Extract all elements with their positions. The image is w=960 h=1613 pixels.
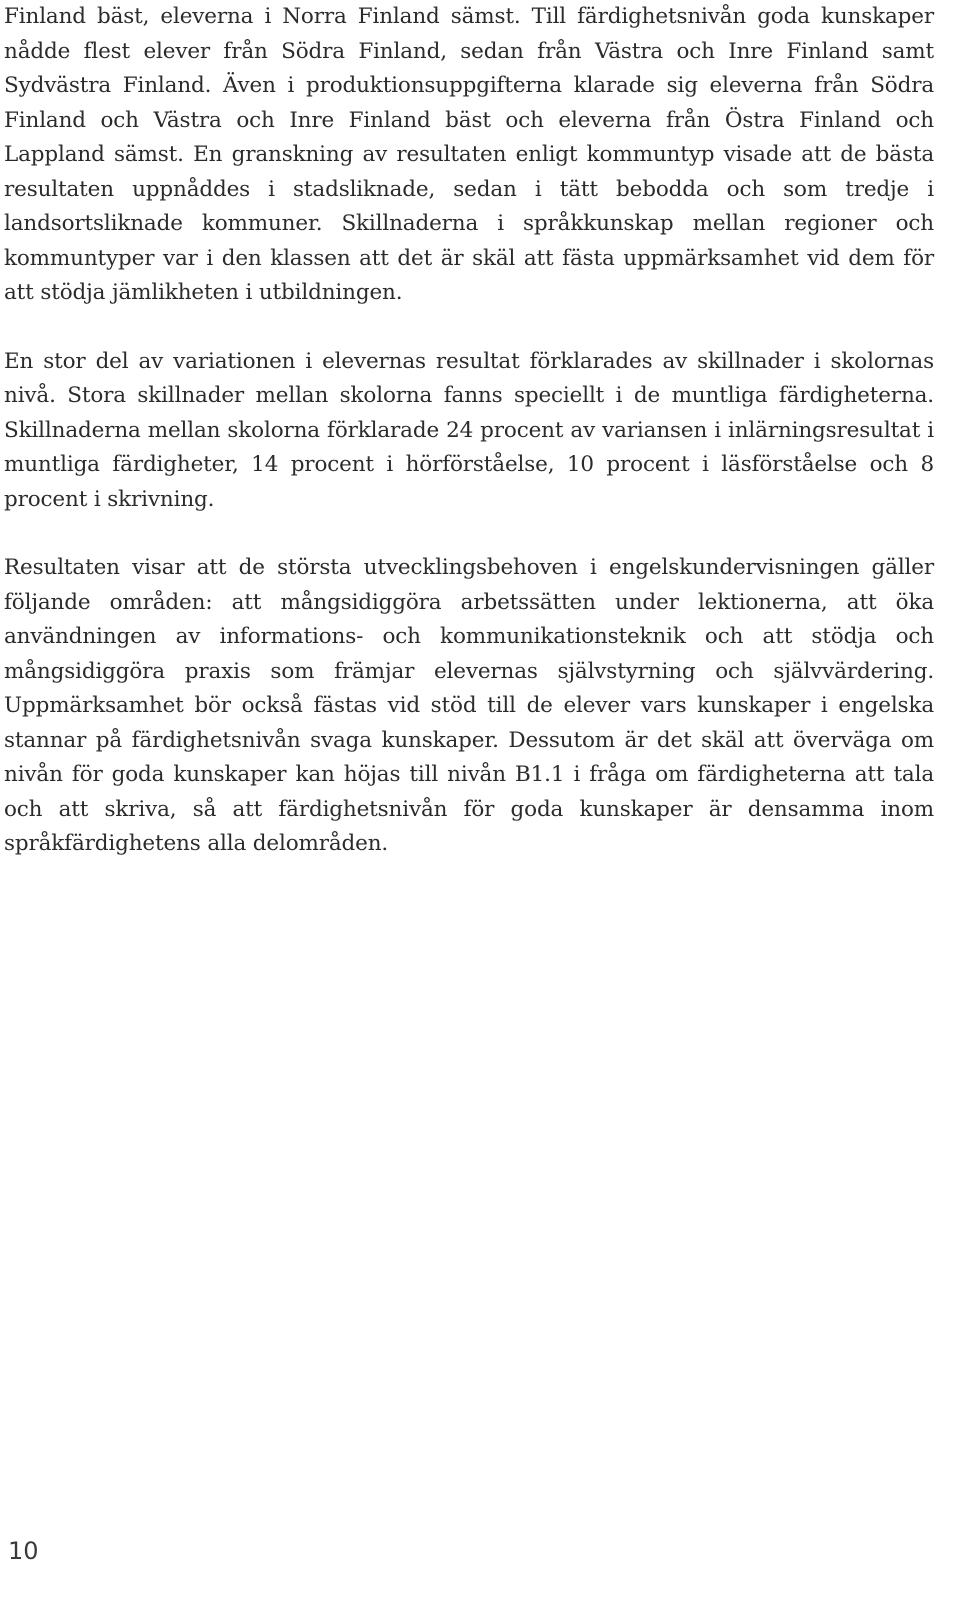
- paragraph-school-variation: En stor del av variationen i elevernas resultat förklarades av skillnader i skolornas nivå. Stora skillnader mellan skolorna fanns speciellt i de muntliga färdigheterna. Skillnaderna mellan skolorna förklarade 24 procent av variansen i inlärningsresultat i muntliga färdigheter, 14 procent i hörförståelse, 10 procent i läsförståelse och 8 procent i skrivning.: [4, 348, 934, 512]
- page-number: 10: [8, 1537, 39, 1565]
- paragraph-regional-results: Finland bäst, eleverna i Norra Finland sämst. Till färdighetsnivån goda kunskaper nådde flest elever från Södra Finland, sedan från Västra och Inre Finland samt Sydvästra Finland. Även i produktionsuppgifterna klarade sig eleverna från Södra Finland och Västra och Inre Finland bäst och eleverna från Östra Finland och Lappland sämst. En granskning av resultaten enligt kommuntyp visade att de bästa resultaten uppnåddes i stadsliknade, sedan i tätt bebodda och som tredje i landsortsliknade kommuner. Skillnaderna i språkkunskap mellan regioner och kommuntyper var i den klassen att det är skäl att fästa uppmärksamhet vid dem för att stödja jämlikheten i utbildningen.: [4, 4, 934, 305]
- body-text: [4, 0, 934, 862]
- paragraph-development-needs: Resultaten visar att de största utvecklingsbehoven i engelskundervisningen gäller följande områden: att mångsidiggöra arbetssätten under lektionerna, att öka användningen av informations- och kommunikationsteknik och att stödja och mångsidiggöra praxis som främjar elevernas självstyrning och självvärdering. Uppmärksamhet bör också fästas vid stöd till de elever vars kunskaper i engelska stannar på färdighetsnivån svaga kunskaper. Dessutom är det skäl att överväga om nivån för goda kunskaper kan höjas till nivån B1.1 i fråga om färdigheterna att tala och att skriva, så att färdighetsnivån för goda kunskaper är densamma inom språkfärdighetens alla delområden.: [4, 555, 934, 856]
